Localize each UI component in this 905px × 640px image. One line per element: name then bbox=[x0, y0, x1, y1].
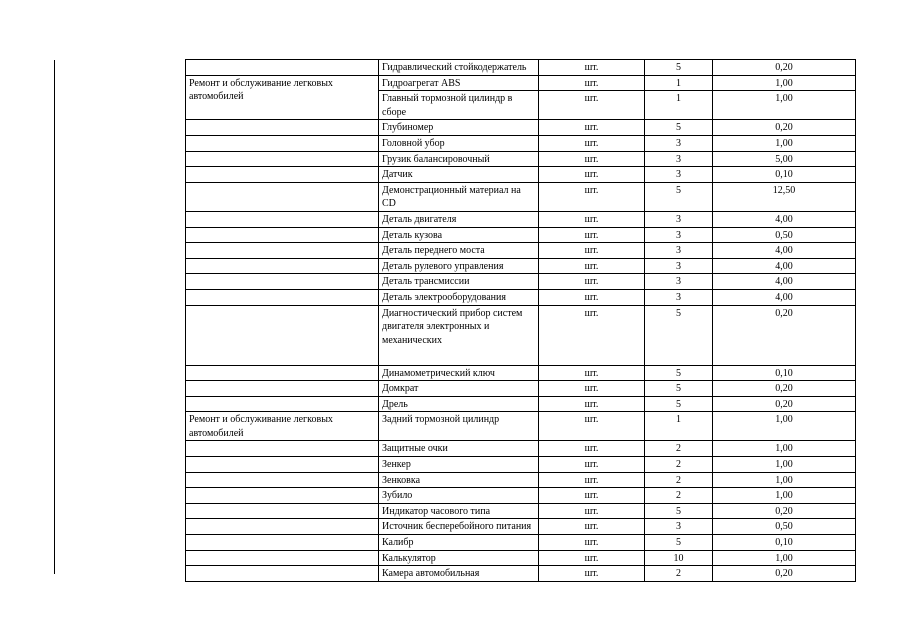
row-section-cell bbox=[186, 441, 379, 457]
item-quantity-cell: 3 bbox=[645, 227, 713, 243]
table-row bbox=[186, 503, 856, 519]
item-name-cell: Домкрат bbox=[379, 381, 539, 397]
item-value-cell: 4,00 bbox=[713, 243, 856, 259]
row-section-cell: Ремонт и обслуживание легковых автомобилей bbox=[186, 75, 379, 120]
item-name-cell: Зенкер bbox=[379, 457, 539, 473]
equipment-table bbox=[185, 59, 856, 582]
table-row bbox=[186, 211, 856, 227]
item-unit-cell: шт. bbox=[539, 519, 645, 535]
item-name-cell: Калибр bbox=[379, 535, 539, 551]
item-unit-cell: шт. bbox=[539, 91, 645, 120]
item-unit-cell: шт. bbox=[539, 535, 645, 551]
item-name-cell: Головной убор bbox=[379, 135, 539, 151]
table-row bbox=[186, 457, 856, 473]
item-name-cell: Зенковка bbox=[379, 472, 539, 488]
item-name-cell: Источник бесперебойного питания bbox=[379, 519, 539, 535]
row-section-cell bbox=[186, 381, 379, 397]
item-value-cell: 12,50 bbox=[713, 182, 856, 211]
item-name-cell: Деталь кузова bbox=[379, 227, 539, 243]
item-unit-cell: шт. bbox=[539, 151, 645, 167]
item-unit-cell: шт. bbox=[539, 75, 645, 91]
item-unit-cell: шт. bbox=[539, 258, 645, 274]
item-value-cell: 1,00 bbox=[713, 135, 856, 151]
item-value-cell: 0,20 bbox=[713, 381, 856, 397]
row-section-cell bbox=[186, 211, 379, 227]
item-value-cell: 4,00 bbox=[713, 211, 856, 227]
item-unit-cell: шт. bbox=[539, 60, 645, 76]
row-section-cell bbox=[186, 503, 379, 519]
item-unit-cell: шт. bbox=[539, 550, 645, 566]
item-name-cell: Камера автомобильная bbox=[379, 566, 539, 582]
table-row bbox=[186, 305, 856, 365]
table-row bbox=[186, 243, 856, 259]
row-section-cell bbox=[186, 289, 379, 305]
item-quantity-cell: 2 bbox=[645, 488, 713, 504]
item-quantity-cell: 1 bbox=[645, 75, 713, 91]
row-section-cell bbox=[186, 305, 379, 365]
item-value-cell: 1,00 bbox=[713, 75, 856, 91]
row-section-cell bbox=[186, 120, 379, 136]
table-row bbox=[186, 381, 856, 397]
table-row bbox=[186, 488, 856, 504]
item-name-cell: Диагностический прибор систем двигателя электронных и механических bbox=[379, 305, 539, 365]
item-quantity-cell: 1 bbox=[645, 412, 713, 441]
item-name-cell: Индикатор часового типа bbox=[379, 503, 539, 519]
table-row bbox=[186, 365, 856, 381]
item-quantity-cell: 2 bbox=[645, 457, 713, 473]
table-row bbox=[186, 412, 856, 441]
item-unit-cell: шт. bbox=[539, 243, 645, 259]
item-name-cell: Калькулятор bbox=[379, 550, 539, 566]
item-unit-cell: шт. bbox=[539, 211, 645, 227]
item-name-cell: Датчик bbox=[379, 167, 539, 183]
item-quantity-cell: 2 bbox=[645, 566, 713, 582]
item-unit-cell: шт. bbox=[539, 305, 645, 365]
item-value-cell: 0,20 bbox=[713, 396, 856, 412]
item-unit-cell: шт. bbox=[539, 503, 645, 519]
item-value-cell: 0,20 bbox=[713, 60, 856, 76]
item-unit-cell: шт. bbox=[539, 381, 645, 397]
row-section-cell bbox=[186, 550, 379, 566]
item-name-cell: Гидравлический стойкодержатель bbox=[379, 60, 539, 76]
row-section-cell bbox=[186, 535, 379, 551]
item-unit-cell: шт. bbox=[539, 566, 645, 582]
table-row bbox=[186, 151, 856, 167]
item-value-cell: 0,10 bbox=[713, 167, 856, 183]
item-unit-cell: шт. bbox=[539, 120, 645, 136]
item-value-cell: 0,20 bbox=[713, 566, 856, 582]
item-unit-cell: шт. bbox=[539, 182, 645, 211]
item-name-cell: Задний тормозной цилиндр bbox=[379, 412, 539, 441]
table-row bbox=[186, 519, 856, 535]
item-name-cell: Зубило bbox=[379, 488, 539, 504]
item-quantity-cell: 5 bbox=[645, 396, 713, 412]
item-name-cell: Гидроагрегат ABS bbox=[379, 75, 539, 91]
item-unit-cell: шт. bbox=[539, 488, 645, 504]
item-value-cell: 0,20 bbox=[713, 305, 856, 365]
item-quantity-cell: 5 bbox=[645, 60, 713, 76]
item-quantity-cell: 3 bbox=[645, 519, 713, 535]
row-section-cell bbox=[186, 457, 379, 473]
item-quantity-cell: 3 bbox=[645, 274, 713, 290]
item-quantity-cell: 5 bbox=[645, 365, 713, 381]
row-section-cell bbox=[186, 151, 379, 167]
row-section-cell bbox=[186, 243, 379, 259]
row-section-cell bbox=[186, 227, 379, 243]
item-value-cell: 4,00 bbox=[713, 258, 856, 274]
item-name-cell: Глубиномер bbox=[379, 120, 539, 136]
item-name-cell: Деталь двигателя bbox=[379, 211, 539, 227]
table-row bbox=[186, 472, 856, 488]
table-row bbox=[186, 550, 856, 566]
row-section-cell bbox=[186, 258, 379, 274]
item-quantity-cell: 3 bbox=[645, 289, 713, 305]
table-row bbox=[186, 135, 856, 151]
item-name-cell: Динамометрический ключ bbox=[379, 365, 539, 381]
row-section-cell bbox=[186, 167, 379, 183]
row-section-cell bbox=[186, 519, 379, 535]
item-value-cell: 0,20 bbox=[713, 120, 856, 136]
item-name-cell: Деталь трансмиссии bbox=[379, 274, 539, 290]
item-value-cell: 0,10 bbox=[713, 365, 856, 381]
item-name-cell: Дрель bbox=[379, 396, 539, 412]
item-unit-cell: шт. bbox=[539, 396, 645, 412]
item-value-cell: 0,10 bbox=[713, 535, 856, 551]
item-quantity-cell: 3 bbox=[645, 135, 713, 151]
item-name-cell: Деталь переднего моста bbox=[379, 243, 539, 259]
item-name-cell: Демонстрационный материал на CD bbox=[379, 182, 539, 211]
item-value-cell: 1,00 bbox=[713, 550, 856, 566]
table-row bbox=[186, 441, 856, 457]
table-row bbox=[186, 227, 856, 243]
row-section-cell bbox=[186, 488, 379, 504]
item-unit-cell: шт. bbox=[539, 167, 645, 183]
equipment-table-body bbox=[186, 60, 856, 582]
item-quantity-cell: 5 bbox=[645, 305, 713, 365]
item-quantity-cell: 3 bbox=[645, 243, 713, 259]
item-quantity-cell: 3 bbox=[645, 258, 713, 274]
item-value-cell: 1,00 bbox=[713, 441, 856, 457]
row-section-cell bbox=[186, 135, 379, 151]
item-unit-cell: шт. bbox=[539, 365, 645, 381]
page-margin-line bbox=[54, 60, 55, 574]
item-name-cell: Деталь электрооборудования bbox=[379, 289, 539, 305]
item-unit-cell: шт. bbox=[539, 227, 645, 243]
item-value-cell: 0,20 bbox=[713, 503, 856, 519]
item-quantity-cell: 5 bbox=[645, 182, 713, 211]
item-quantity-cell: 5 bbox=[645, 381, 713, 397]
item-unit-cell: шт. bbox=[539, 289, 645, 305]
item-value-cell: 1,00 bbox=[713, 488, 856, 504]
item-value-cell: 1,00 bbox=[713, 412, 856, 441]
item-value-cell: 1,00 bbox=[713, 457, 856, 473]
row-section-cell bbox=[186, 365, 379, 381]
item-name-cell: Деталь рулевого управления bbox=[379, 258, 539, 274]
item-unit-cell: шт. bbox=[539, 441, 645, 457]
table-row bbox=[186, 75, 856, 91]
table-row bbox=[186, 182, 856, 211]
table-row bbox=[186, 120, 856, 136]
item-value-cell: 0,50 bbox=[713, 519, 856, 535]
table-row bbox=[186, 566, 856, 582]
row-section-cell bbox=[186, 274, 379, 290]
item-name-cell: Главный тормозной цилиндр в сборе bbox=[379, 91, 539, 120]
row-section-cell bbox=[186, 60, 379, 76]
item-value-cell: 1,00 bbox=[713, 91, 856, 120]
item-quantity-cell: 2 bbox=[645, 441, 713, 457]
item-quantity-cell: 10 bbox=[645, 550, 713, 566]
item-quantity-cell: 3 bbox=[645, 211, 713, 227]
row-section-cell bbox=[186, 472, 379, 488]
table-row bbox=[186, 274, 856, 290]
row-section-cell bbox=[186, 396, 379, 412]
item-unit-cell: шт. bbox=[539, 457, 645, 473]
table-row bbox=[186, 396, 856, 412]
item-value-cell: 4,00 bbox=[713, 289, 856, 305]
item-quantity-cell: 5 bbox=[645, 535, 713, 551]
item-unit-cell: шт. bbox=[539, 274, 645, 290]
item-unit-cell: шт. bbox=[539, 135, 645, 151]
item-unit-cell: шт. bbox=[539, 472, 645, 488]
item-value-cell: 1,00 bbox=[713, 472, 856, 488]
item-quantity-cell: 1 bbox=[645, 91, 713, 120]
item-quantity-cell: 3 bbox=[645, 151, 713, 167]
item-value-cell: 5,00 bbox=[713, 151, 856, 167]
item-unit-cell: шт. bbox=[539, 412, 645, 441]
row-section-cell: Ремонт и обслуживание легковых автомобилей bbox=[186, 412, 379, 441]
item-value-cell: 4,00 bbox=[713, 274, 856, 290]
table-row bbox=[186, 535, 856, 551]
table-row bbox=[186, 60, 856, 76]
table-row bbox=[186, 289, 856, 305]
item-name-cell: Защитные очки bbox=[379, 441, 539, 457]
item-quantity-cell: 2 bbox=[645, 472, 713, 488]
row-section-cell bbox=[186, 566, 379, 582]
item-name-cell: Грузик балансировочный bbox=[379, 151, 539, 167]
item-quantity-cell: 3 bbox=[645, 167, 713, 183]
item-quantity-cell: 5 bbox=[645, 503, 713, 519]
item-quantity-cell: 5 bbox=[645, 120, 713, 136]
row-section-cell bbox=[186, 182, 379, 211]
table-row bbox=[186, 167, 856, 183]
table-row bbox=[186, 258, 856, 274]
item-value-cell: 0,50 bbox=[713, 227, 856, 243]
